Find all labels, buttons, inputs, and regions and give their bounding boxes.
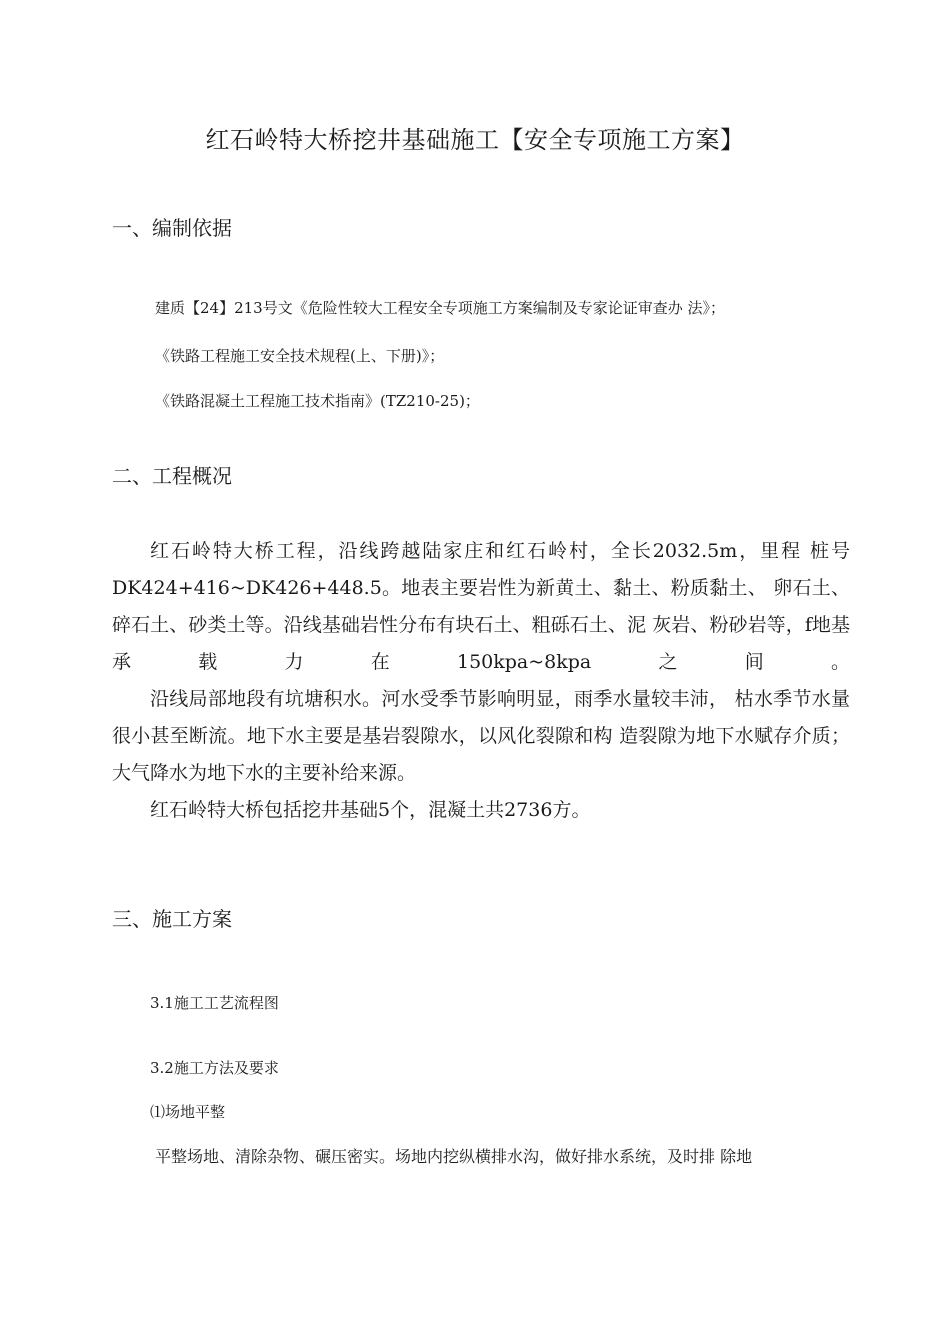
overview-paragraph: 红石岭特大桥包括挖井基础5个，混凝土共2736方。 — [150, 799, 591, 821]
list-item-heading: ⑴场地平整 — [150, 1103, 226, 1121]
reference-item: 建质【24】213号文《危险性较大工程安全专项施工方案编制及专家论证审查办 法》； — [155, 299, 725, 317]
subsection-heading: 3.2施工方法及要求 — [150, 1059, 279, 1077]
document-title: 红石岭特大桥挖井基础施工【安全专项施工方案】 — [205, 126, 745, 154]
section-heading-plan: 三、施工方案 — [112, 907, 232, 931]
overview-paragraph: 红石岭特大桥工程，沿线跨越陆家庄和红石岭村，全长2032.5m，里程 桩号DK424+416~DK426+448.5。地表主要岩性为新黄土、黏土、粉质黏土、 卵石土、碎石土、砂类土等。沿线基础岩性分布有块石土、粗砾石土、泥 灰岩、粉砂岩等，f地基承载力在150kpa~8kpa之间。 — [112, 540, 850, 673]
reference-item: 《铁路混凝土工程施工技术指南》(TZ210-25)； — [155, 392, 480, 410]
reference-item: 《铁路工程施工安全技术规程(上、下册)》； — [155, 347, 445, 365]
body-text-line: 平整场地、清除杂物、碾压密实。场地内挖纵横排水沟，做好排水系统，及时排 除地 — [155, 1147, 753, 1166]
subsection-heading: 3.1施工工艺流程图 — [150, 994, 279, 1012]
section-heading-overview: 二、工程概况 — [112, 464, 232, 488]
overview-paragraph: 沿线局部地段有坑塘积水。河水受季节影响明显，雨季水量较丰沛， 枯水季节水量很小甚至断流。地下水主要是基岩裂隙水，以风化裂隙和构 造裂隙为地下水赋存介质；大气降水为地下水的主要补给来源。 — [112, 688, 850, 784]
section-heading-basis: 一、编制依据 — [112, 216, 232, 240]
overview-body — [112, 533, 850, 829]
